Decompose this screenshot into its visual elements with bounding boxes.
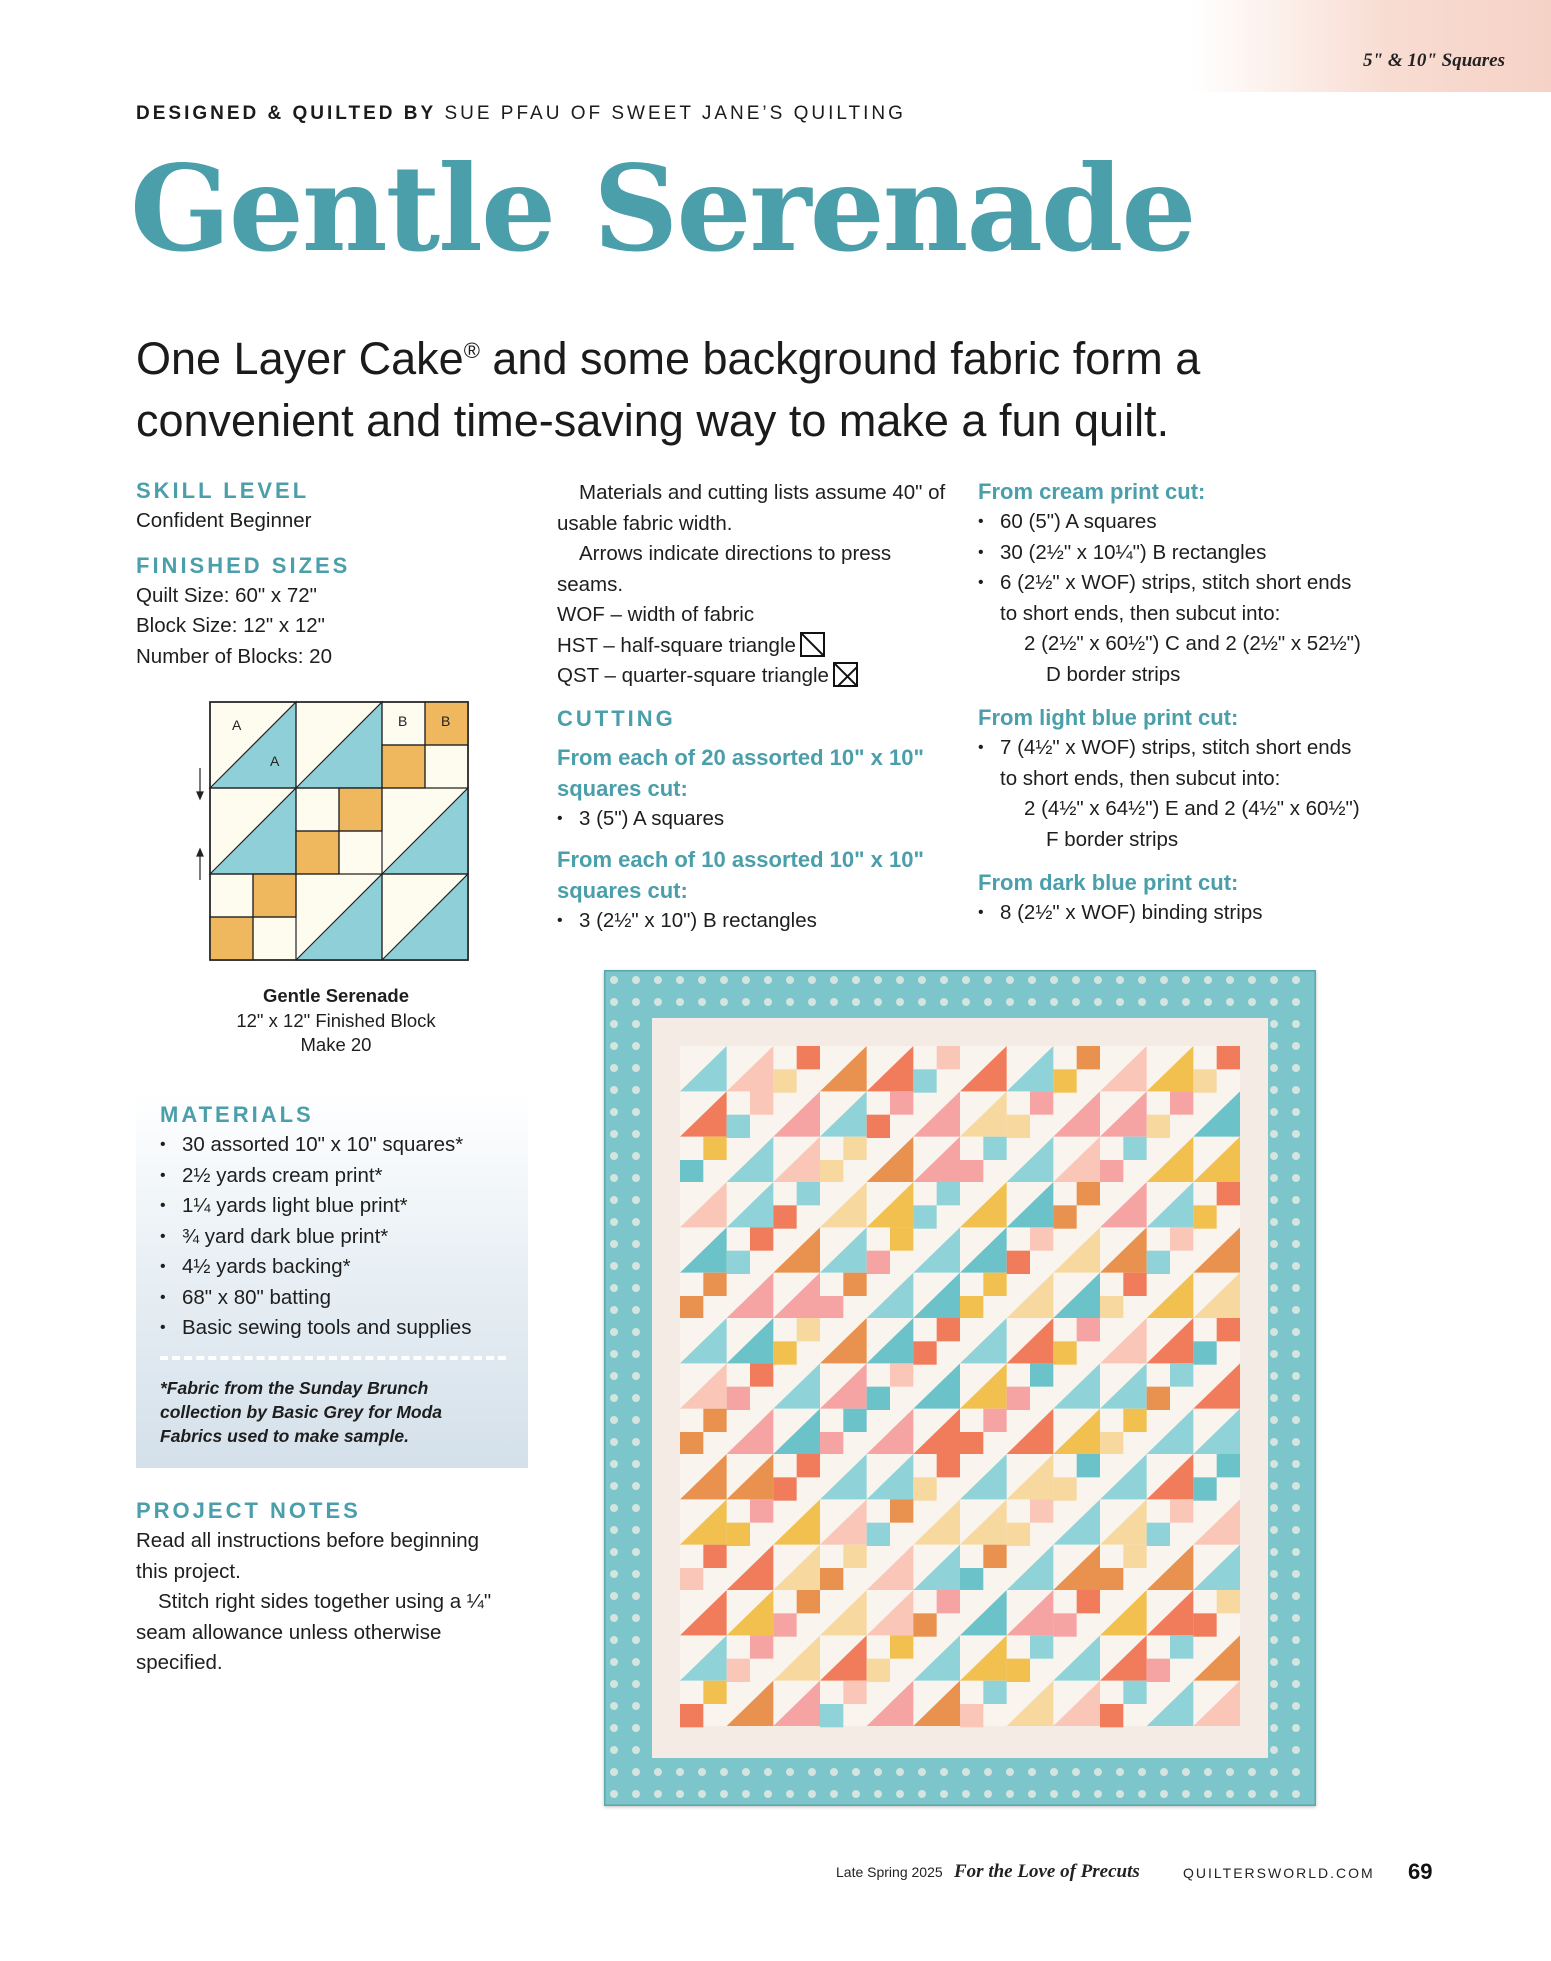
byline-bold: DESIGNED & QUILTED BY xyxy=(136,103,437,124)
list-item: • 8 (2½" x WOF) binding strips xyxy=(978,898,1418,929)
cutting-heading: CUTTING xyxy=(557,705,676,731)
hst-icon xyxy=(800,632,825,657)
dashed-divider xyxy=(160,1356,506,1360)
label-a-inner: A xyxy=(270,753,280,769)
page-number: 69 xyxy=(1408,1859,1433,1884)
list-item: • 1¼ yards light blue print* xyxy=(160,1191,520,1222)
right-column xyxy=(978,476,1418,929)
byline-designer: SUE PFAU OF SWEET JANE’S QUILTING xyxy=(444,103,906,124)
materials-box xyxy=(136,1092,528,1468)
list-item: • 30 assorted 10" x 10" squares* xyxy=(160,1130,520,1161)
b-square-4 xyxy=(296,831,339,874)
section-tab-label: 5" & 10" Squares xyxy=(1363,50,1505,71)
cut20-list xyxy=(557,804,957,835)
byline xyxy=(136,103,906,125)
materials-list xyxy=(160,1130,520,1344)
press-arrows xyxy=(197,768,203,880)
middle-column xyxy=(557,478,957,937)
page-title: Gentle Serenade xyxy=(130,139,1195,278)
materials-footnote: *Fabric from the Sunday Brunch collection by Basic Grey for Moda Fabrics used to make sample. xyxy=(160,1378,443,1446)
block-caption-title: Gentle Serenade xyxy=(262,985,409,1006)
light-continued-1: to short ends, then subcut into: xyxy=(1000,766,1281,790)
intro-line2: convenient and time-saving way to make a fun quilt. xyxy=(136,395,1170,446)
list-item: • 7 (4½" x WOF) strips, stitch short ends xyxy=(978,733,1418,764)
hst-row xyxy=(557,631,957,662)
section-tab xyxy=(1191,0,1551,92)
b-square-3 xyxy=(339,788,382,831)
hst-abbrev: HST – half-square triangle xyxy=(557,633,796,657)
size-block: Block Size: 12" x 12" xyxy=(136,614,325,637)
label-b-1: B xyxy=(398,713,408,729)
materials-heading: MATERIALS xyxy=(160,1102,314,1127)
b-square-2 xyxy=(382,745,425,788)
light-continued-3: F border strips xyxy=(1046,827,1179,851)
skill-value: Confident Beginner xyxy=(136,509,312,532)
list-item: • 3 (5") A squares xyxy=(557,804,957,835)
light-blue-heading: From light blue print cut: xyxy=(978,705,1239,730)
b-square-6 xyxy=(210,917,253,960)
fabric-width-note: Materials and cutting lists assume 40" of usable fabric width. xyxy=(557,481,946,535)
cream-heading: From cream print cut: xyxy=(978,479,1206,504)
block-caption xyxy=(186,984,486,1058)
footer-site: QUILTERSWORLD.COM xyxy=(1183,1865,1375,1881)
block-caption-make: Make 20 xyxy=(300,1034,372,1055)
arrows-note: Arrows indicate directions to press seams. xyxy=(557,542,892,596)
footer-issue: Late Spring 2025 xyxy=(836,1864,943,1880)
list-item: • 68" x 80" batting xyxy=(160,1283,520,1314)
quilt-illustration xyxy=(604,970,1316,1806)
notes-heading: PROJECT NOTES xyxy=(136,1498,361,1523)
intro-text xyxy=(136,320,1276,452)
label-a-outer: A xyxy=(232,717,242,733)
cream-list xyxy=(978,507,1418,599)
qst-abbrev: QST – quarter-square triangle xyxy=(557,664,829,687)
registered-mark: ® xyxy=(463,338,480,363)
quilt-photo xyxy=(604,970,1316,1806)
list-item: • ¾ yard dark blue print* xyxy=(160,1222,520,1253)
skill-heading: SKILL LEVEL xyxy=(136,478,310,503)
project-notes xyxy=(136,1496,516,1679)
intro-line1b: and some background fabric form a xyxy=(479,333,1201,384)
dark-blue-list xyxy=(978,898,1418,929)
list-item: • 60 (5") A squares xyxy=(978,507,1418,538)
cut10-list xyxy=(557,906,957,937)
footer-magazine: For the Love of Precuts xyxy=(954,1861,1140,1882)
label-b-2: B xyxy=(441,713,451,729)
list-item: • 30 (2½" x 10¼") B rectangles xyxy=(978,538,1418,569)
list-item: • Basic sewing tools and supplies xyxy=(160,1313,520,1344)
block-caption-size: 12" x 12" Finished Block xyxy=(236,1009,436,1031)
list-item: • 3 (2½" x 10") B rectangles xyxy=(557,906,957,937)
light-continued-2: 2 (4½" x 64½") E and 2 (4½" x 60½") xyxy=(1024,797,1360,820)
qst-icon xyxy=(833,662,858,687)
light-blue-list xyxy=(978,733,1418,764)
cream-continued-1: to short ends, then subcut into: xyxy=(1000,601,1281,625)
notes-paragraph-2: Stitch right sides together using a ¼" seam allowance unless otherwise specified. xyxy=(136,1590,492,1674)
size-number: Number of Blocks: 20 xyxy=(136,644,332,668)
b-square-5 xyxy=(253,874,296,917)
block-diagram xyxy=(192,700,474,964)
wof-abbrev: WOF – width of fabric xyxy=(557,603,755,626)
left-column-top xyxy=(136,476,536,672)
cream-continued-3: D border strips xyxy=(1046,662,1181,686)
list-item: • 4½ yards backing* xyxy=(160,1252,520,1283)
dark-blue-heading: From dark blue print cut: xyxy=(978,870,1239,895)
list-item: • 6 (2½" x WOF) strips, stitch short ends xyxy=(978,568,1418,599)
qst-row xyxy=(557,661,957,692)
materials-content xyxy=(160,1100,520,1344)
sizes-heading: FINISHED SIZES xyxy=(136,552,351,578)
size-quilt: Quilt Size: 60" x 72" xyxy=(136,583,317,607)
notes-paragraph-1: Read all instructions before beginning this project. xyxy=(136,1529,480,1583)
intro-line1a: One Layer Cake xyxy=(136,333,464,384)
cream-continued-2: 2 (2½" x 60½") C and 2 (2½" x 52½") xyxy=(1024,632,1361,655)
cut10-heading: From each of 10 assorted 10" x 10" squares cut: xyxy=(557,847,924,903)
list-item: • 2½ yards cream print* xyxy=(160,1161,520,1192)
cut20-heading: From each of 20 assorted 10" x 10" squares cut: xyxy=(557,744,924,801)
